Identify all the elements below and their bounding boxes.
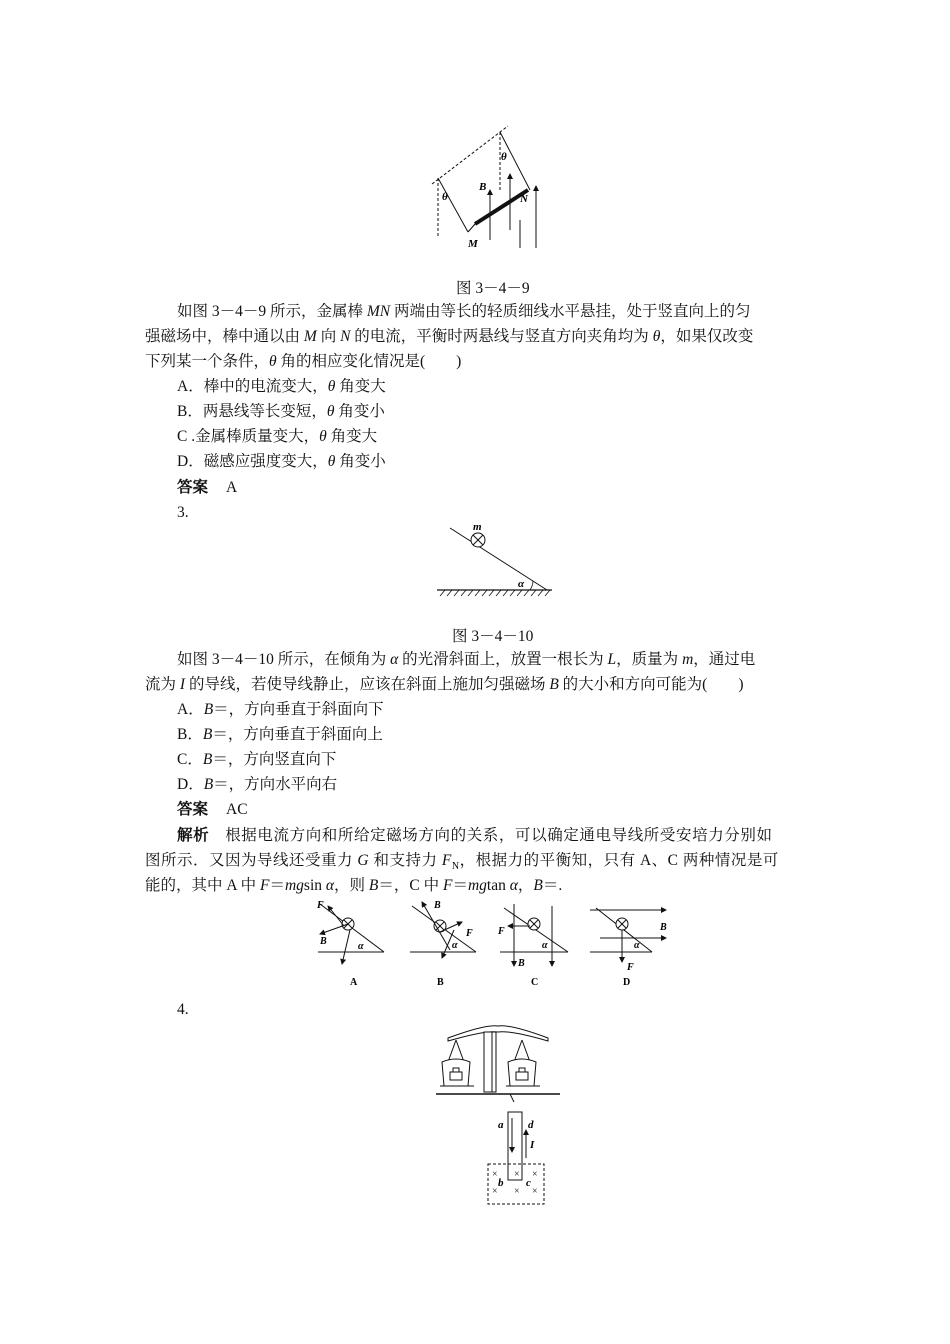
question-stem-line: 如图 3－4－9 所示，金属棒 MN 两端由等长的轻质细线水平悬挂，处于竖直向上的匀 (177, 303, 751, 320)
field-label: B (434, 900, 441, 911)
force-label: F (317, 900, 324, 911)
answer: 答案 AC (177, 801, 248, 818)
figure-3-4-10 (432, 518, 557, 600)
field-cross: × (514, 1186, 520, 1197)
label-b: b (498, 1177, 504, 1189)
analysis-line: 图所示．又因为导线还受重力 G 和支持力 $F_N$，根据力的平衡知，只有 A、C 两种情况是可 (145, 852, 779, 873)
option-c: C .金属棒质量变大，θ 角变大 (177, 428, 378, 445)
analysis-figures (300, 896, 680, 992)
option-b: B．B＝，方向垂直于斜面向上 (177, 726, 383, 743)
label-c: c (526, 1177, 531, 1189)
option-b: B．两悬线等长变短，θ 角变小 (177, 403, 385, 420)
figure-caption: 图 3－4－10 (452, 628, 534, 645)
field-label: B (320, 936, 327, 947)
analysis-line: 解析 根据电流方向和所给定磁场方向的关系，可以确定通电导线所受安培力分别如 (177, 827, 773, 844)
option-d: D．B＝，方向水平向右 (177, 776, 338, 793)
field-cross: × (532, 1186, 538, 1197)
subfigure-d (590, 908, 667, 988)
theta-label-right: θ (501, 151, 507, 163)
question-stem-line: 下列某一个条件，θ 角的相应变化情况是( ) (145, 353, 462, 370)
force-label: F (466, 928, 473, 939)
subfigure-b (410, 900, 476, 988)
option-a: A．棒中的电流变大，θ 角变大 (177, 378, 386, 395)
subfigure-c (497, 904, 568, 988)
question-number: 3. (177, 504, 189, 521)
n-label: N (520, 193, 528, 205)
option-a: A．B＝，方向垂直于斜面向下 (177, 701, 384, 718)
force-label: F (627, 962, 634, 973)
m-label: M (468, 238, 478, 250)
label-d: d (528, 1119, 534, 1131)
label-i: I (530, 1139, 535, 1151)
label-a: a (498, 1119, 504, 1131)
field-cross: × (514, 1169, 520, 1180)
field-cross: × (492, 1186, 498, 1197)
question-stem-line: 强磁场中，棒中通以由 M 向 N 的电流，平衡时两悬线与竖直方向夹角均为 θ，如果仅改变 (145, 328, 754, 345)
option-c: C．B＝，方向竖直向下 (177, 751, 337, 768)
figure-balance (430, 1018, 566, 1210)
subfigure-a (316, 900, 384, 988)
figure-3-4-9 (420, 120, 550, 250)
question-stem-line: 流为 I 的导线，若使导线静止，应该在斜面上施加匀强磁场 B 的大小和方向可能为( ) (145, 676, 744, 693)
question-number: 4. (177, 1001, 189, 1018)
answer: 答案 A (177, 479, 238, 496)
field-label: B (518, 958, 525, 969)
subfigure-label: B (437, 977, 444, 988)
subfigure-label: C (531, 977, 539, 988)
alpha-label: α (518, 578, 525, 590)
alpha-label: α (358, 941, 364, 952)
analysis-line: 能的，其中 A 中 F＝mgsin α，则 B＝，C 中 F＝mgtan α，B＝. (145, 877, 563, 894)
option-d: D．磁感应强度变大，θ 角变小 (177, 453, 386, 470)
alpha-label: α (634, 940, 640, 951)
force-label: F (498, 926, 505, 937)
alpha-label: α (542, 940, 548, 951)
question-stem-line: 如图 3－4－10 所示，在倾角为 α 的光滑斜面上，放置一根长为 L，质量为 m，通过电 (177, 651, 756, 668)
figure-caption: 图 3－4－9 (456, 280, 530, 297)
subfigure-label: D (623, 977, 631, 988)
b-label: B (479, 181, 487, 193)
field-label: B (660, 922, 667, 933)
theta-label-left: θ (442, 191, 448, 203)
mass-label: m (473, 521, 482, 533)
field-cross: × (532, 1169, 538, 1180)
subfigure-label: A (350, 977, 358, 988)
field-cross: × (492, 1169, 498, 1180)
alpha-label: α (452, 940, 458, 951)
